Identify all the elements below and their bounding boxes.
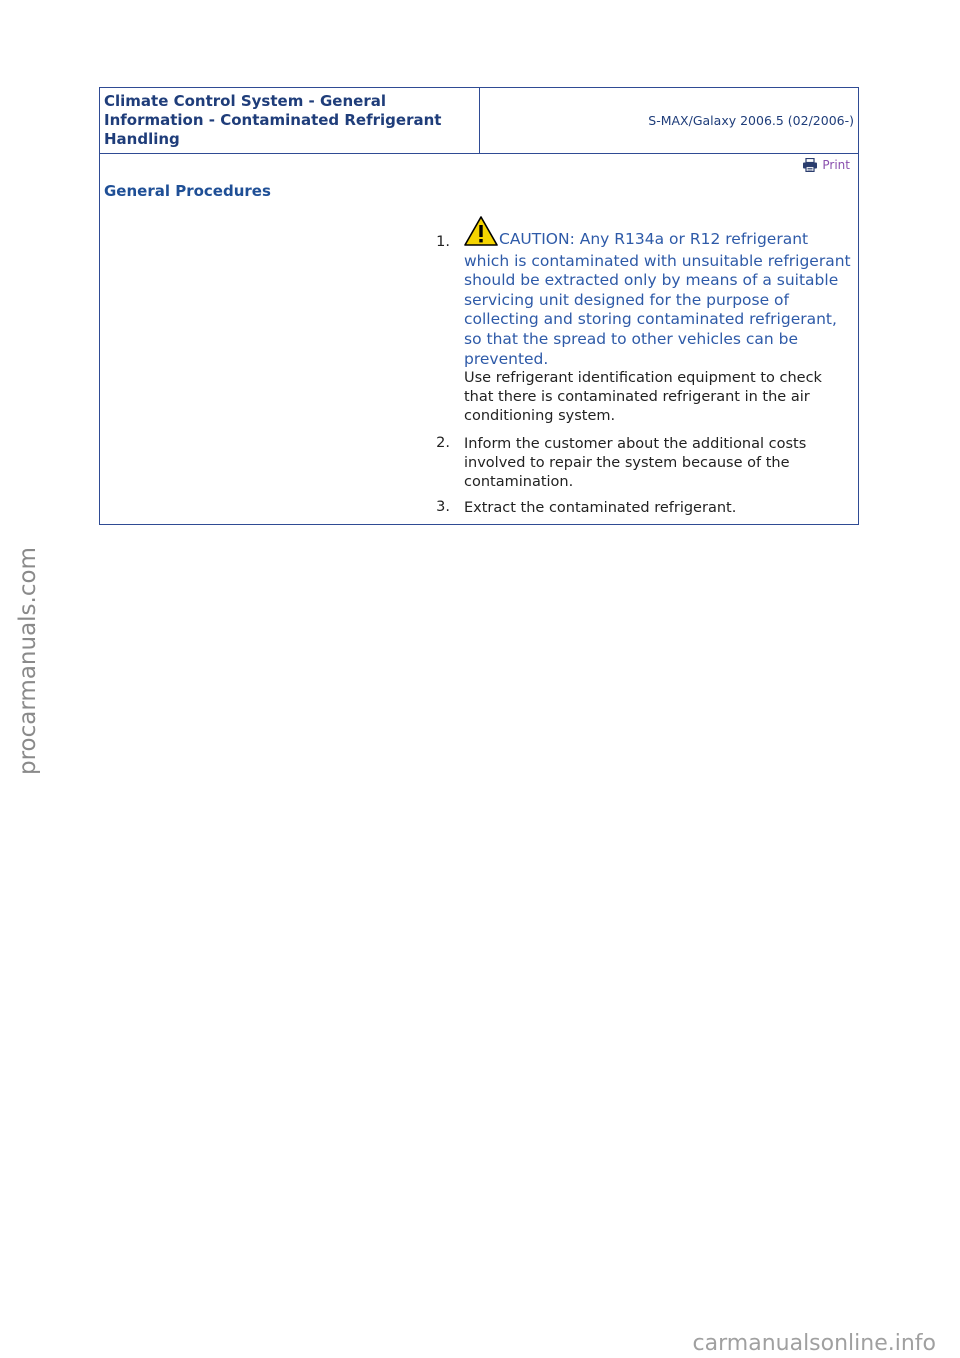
document-frame (99, 87, 859, 525)
section-title: General Procedures (104, 182, 271, 200)
model-label (480, 88, 858, 153)
list-item (420, 499, 450, 515)
model-text: S-MAX/Galaxy 2006.5 (02/2006-) (648, 113, 854, 128)
step-number: 2. (436, 435, 450, 451)
step-text: Extract the contaminated refrigerant. (464, 500, 737, 516)
document-header (100, 88, 858, 154)
page-title: Climate Control System - General Information - Contaminated Refrigerant Handling (100, 88, 480, 153)
document-body (100, 154, 858, 524)
side-watermark: procarmanuals.com (15, 547, 41, 775)
step-content (464, 216, 854, 426)
print-button[interactable] (802, 158, 850, 172)
caution-note (464, 216, 854, 369)
warning-triangle-icon (464, 216, 498, 252)
step-number: 3. (436, 499, 450, 515)
step-text: Use refrigerant identification equipment to check that there is contaminated refrigerant in the air conditioning system. (464, 370, 822, 425)
bottom-watermark: carmanualsonline.info (692, 1331, 936, 1356)
printer-icon (802, 158, 818, 172)
print-label: Print (822, 158, 850, 172)
step-text: Inform the customer about the additional costs involved to repair the system because of the contamination. (464, 436, 807, 490)
list-item (420, 234, 450, 250)
caution-text: CAUTION: Any R134a or R12 refrigerant which is contaminated with unsuitable refrigerant should be extracted only by means of a suitable servicing unit designed for the purpose of collecting and storing contaminated refrigerant, so that the spread to other vehicles can be prevented. (464, 230, 851, 368)
list-item (420, 435, 450, 451)
step-number: 1. (436, 234, 450, 250)
